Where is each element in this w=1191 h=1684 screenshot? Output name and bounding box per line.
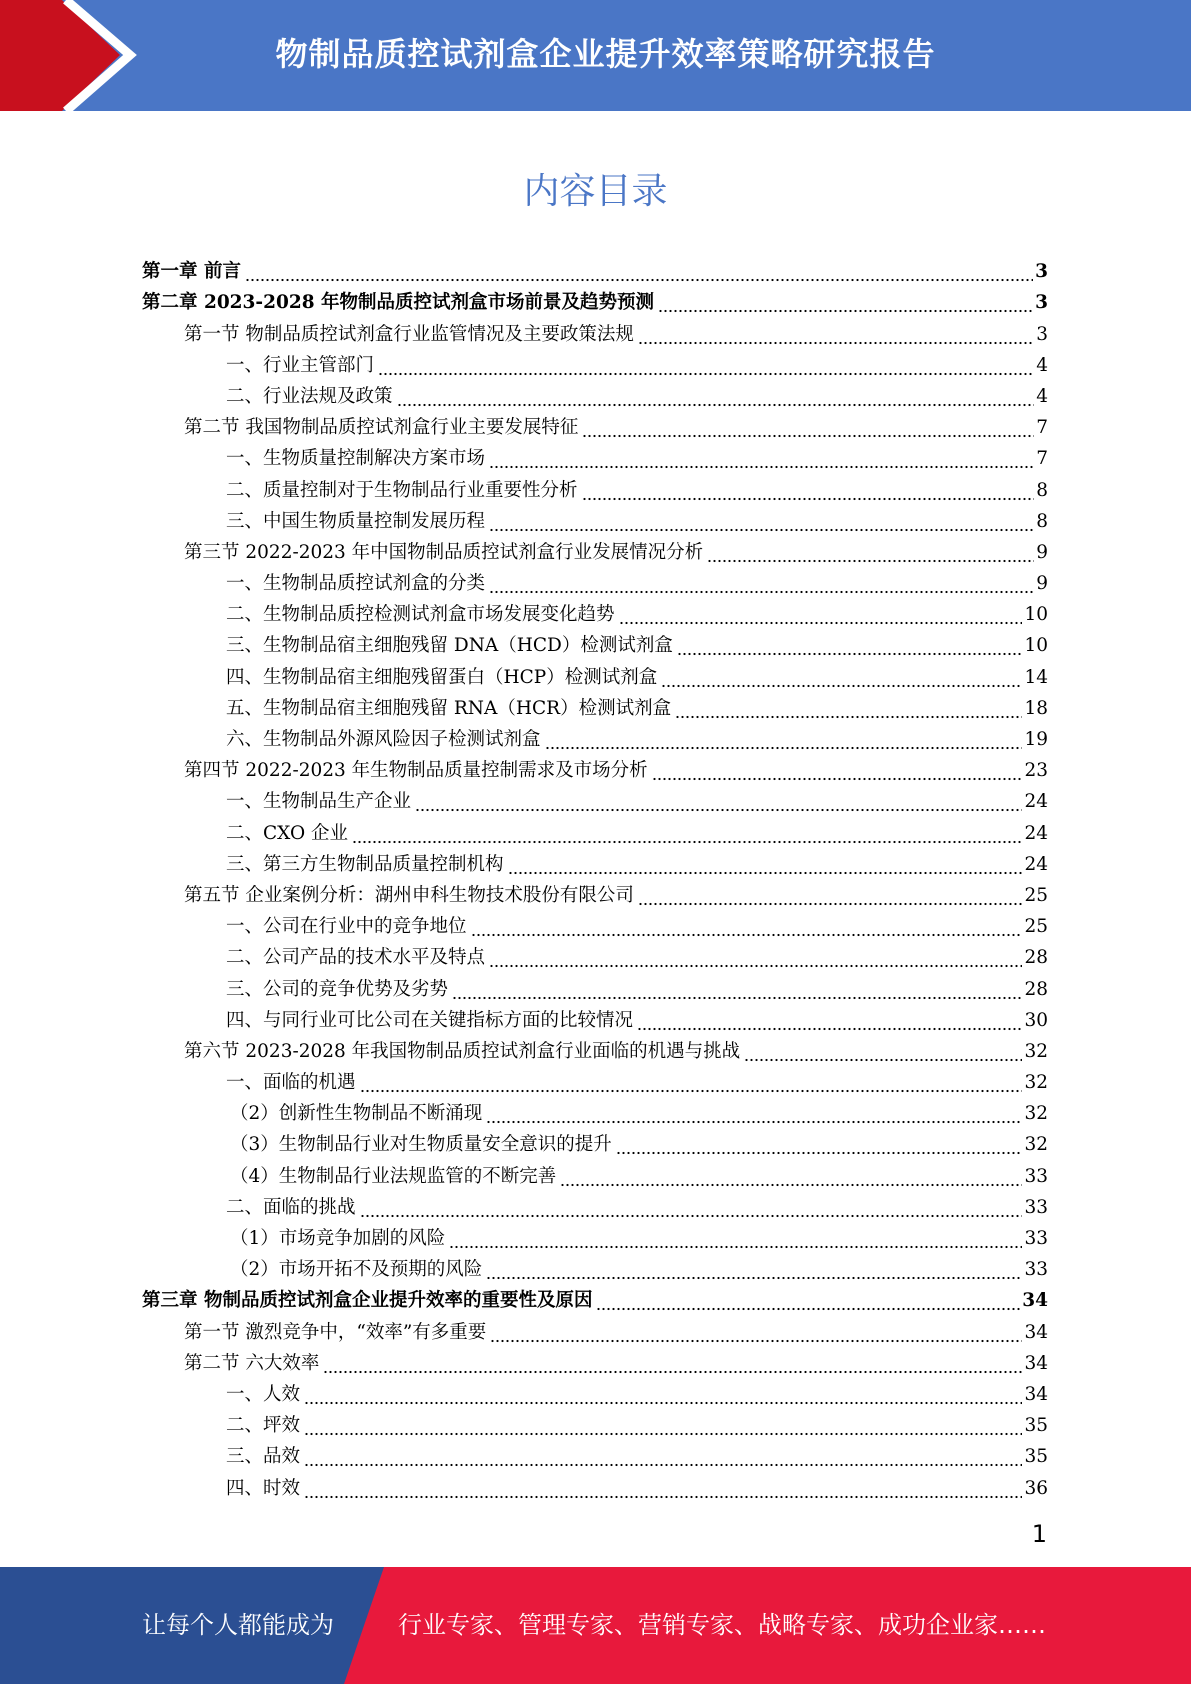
toc-leader-dots <box>471 915 1023 939</box>
toc-entry-page: 25 <box>1024 884 1048 906</box>
toc-entry[interactable] <box>142 1126 1048 1157</box>
toc-entry-page: 35 <box>1024 1415 1048 1437</box>
toc-leader-dots <box>323 1352 1022 1376</box>
toc-entry-page: 19 <box>1024 729 1048 750</box>
toc-entry[interactable] <box>142 1220 1048 1251</box>
toc-entry-page: 28 <box>1024 947 1048 969</box>
toc-entry-title: 二、生物制品质控检测试剂盒市场发展变化趋势 <box>226 604 615 626</box>
toc-entry-page: 10 <box>1024 604 1048 626</box>
toc-leader-dots <box>304 1414 1022 1438</box>
toc-entry[interactable] <box>142 1251 1048 1282</box>
table-of-contents <box>142 253 1048 1501</box>
toc-entry-page: 23 <box>1024 760 1048 782</box>
toc-leader-dots <box>619 603 1023 627</box>
report-title: 物制品质控试剂盒企业提升效率策略研究报告 <box>275 35 936 73</box>
toc-entry[interactable] <box>142 503 1048 534</box>
toc-leader-dots <box>582 479 1035 503</box>
toc-entry[interactable] <box>142 721 1048 752</box>
toc-entry-title: 二、坪效 <box>226 1415 301 1437</box>
toc-entry-page: 18 <box>1024 697 1048 719</box>
toc-leader-dots <box>744 1040 1022 1064</box>
toc-leader-dots <box>560 1165 1022 1189</box>
toc-leader-dots <box>638 323 1034 347</box>
toc-leader-dots <box>397 385 1035 409</box>
toc-entry-title: 一、生物制品生产企业 <box>226 791 412 813</box>
toc-entry-title: 一、生物质量控制解决方案市场 <box>226 448 486 470</box>
toc-entry[interactable] <box>142 1345 1048 1376</box>
footer-banner <box>0 1567 1191 1684</box>
toc-entry-page: 28 <box>1024 978 1048 1000</box>
toc-entry-page: 4 <box>1036 385 1048 407</box>
toc-leader-dots <box>378 354 1034 378</box>
toc-entry-title: 一、面临的机遇 <box>226 1072 356 1094</box>
footer-slogan-left: 让每个人都能成为 <box>142 1611 334 1639</box>
toc-leader-dots <box>245 260 1033 284</box>
toc-entry[interactable] <box>142 534 1048 565</box>
toc-entry-page: 34 <box>1024 1352 1048 1374</box>
toc-entry[interactable] <box>142 1376 1048 1407</box>
toc-entry[interactable] <box>142 1002 1048 1033</box>
toc-leader-dots <box>616 1133 1023 1157</box>
toc-entry-title: 三、品效 <box>226 1446 301 1468</box>
toc-entry[interactable] <box>142 846 1048 877</box>
toc-entry[interactable] <box>142 1064 1048 1095</box>
toc-entry-title: 第二节 六大效率 <box>184 1352 320 1374</box>
toc-leader-dots <box>352 822 1022 846</box>
toc-entry[interactable] <box>142 440 1048 471</box>
toc-entry[interactable] <box>142 378 1048 409</box>
toc-leader-dots <box>452 978 1022 1002</box>
toc-entry-title: 五、生物制品宿主细胞残留 RNA（HCR）检测试剂盒 <box>226 697 672 719</box>
toc-entry[interactable] <box>142 409 1048 440</box>
toc-entry-page: 3 <box>1035 261 1048 283</box>
toc-entry[interactable] <box>142 284 1048 315</box>
toc-entry-page: 32 <box>1024 1134 1048 1156</box>
toc-leader-dots <box>415 790 1022 814</box>
toc-leader-dots <box>638 884 1023 908</box>
header-banner <box>0 0 1191 111</box>
toc-entry-title: 第六节 2023-2028 年我国物制品质控试剂盒行业面临的机遇与挑战 <box>184 1040 741 1062</box>
toc-entry-title: （3）生物制品行业对生物质量安全意识的提升 <box>230 1134 612 1156</box>
toc-leader-dots <box>486 1258 1022 1282</box>
toc-entry-title: 第四节 2022-2023 年生物制品质量控制需求及市场分析 <box>184 760 648 782</box>
toc-entry-title: 四、时效 <box>226 1477 301 1499</box>
toc-leader-dots <box>675 697 1022 721</box>
toc-entry-page: 10 <box>1024 635 1048 657</box>
toc-leader-dots <box>489 946 1022 970</box>
toc-entry-title: 第五节 企业案例分析：湖州申科生物技术股份有限公司 <box>184 884 634 906</box>
toc-leader-dots <box>652 759 1023 783</box>
toc-leader-dots <box>489 572 1034 596</box>
toc-entry-title: 四、生物制品宿主细胞残留蛋白（HCP）检测试剂盒 <box>226 666 658 688</box>
toc-leader-dots <box>486 1102 1022 1126</box>
toc-entry-page: 33 <box>1024 1196 1048 1218</box>
toc-entry-title: 一、生物制品质控试剂盒的分类 <box>226 573 486 595</box>
toc-entry-page: 24 <box>1024 822 1048 844</box>
toc-entry-page: 32 <box>1024 1072 1048 1094</box>
toc-leader-dots <box>582 416 1034 440</box>
toc-entry[interactable] <box>142 1033 1048 1064</box>
toc-entry-page: 9 <box>1036 573 1048 595</box>
toc-leader-dots <box>508 853 1023 877</box>
toc-entry-title: 第一章 前言 <box>142 261 241 283</box>
toc-entry-page: 36 <box>1024 1477 1048 1499</box>
toc-entry[interactable] <box>142 1157 1048 1188</box>
toc-entry[interactable] <box>142 565 1048 596</box>
toc-entry-title: 第一节 激烈竞争中，“效率”有多重要 <box>184 1321 487 1343</box>
toc-leader-dots <box>658 291 1033 315</box>
toc-entry[interactable] <box>142 1313 1048 1344</box>
toc-leader-dots <box>707 541 1034 565</box>
toc-entry-title: 一、人效 <box>226 1383 301 1405</box>
toc-entry-title: 四、与同行业可比公司在关键指标方面的比较情况 <box>226 1009 634 1031</box>
toc-entry-page: 33 <box>1024 1228 1048 1249</box>
toc-leader-dots <box>360 1071 1023 1095</box>
toc-entry[interactable] <box>142 690 1048 721</box>
toc-entry-page: 3 <box>1036 323 1048 345</box>
toc-entry-title: 三、生物制品宿主细胞残留 DNA（HCD）检测试剂盒 <box>226 635 673 657</box>
toc-entry-page: 34 <box>1024 1383 1048 1405</box>
toc-entry-page: 7 <box>1036 448 1048 470</box>
toc-entry-title: 六、生物制品外源风险因子检测试剂盒 <box>226 729 541 750</box>
toc-entry[interactable] <box>142 939 1048 970</box>
toc-entry-page: 32 <box>1024 1040 1048 1062</box>
toc-entry-page: 9 <box>1036 541 1048 563</box>
toc-entry[interactable] <box>142 596 1048 627</box>
toc-entry-page: 4 <box>1036 354 1048 376</box>
toc-entry-title: 二、面临的挑战 <box>226 1196 356 1218</box>
toc-entry-title: 三、公司的竞争优势及劣势 <box>226 978 449 1000</box>
toc-entry-title: 二、质量控制对于生物制品行业重要性分析 <box>226 479 578 501</box>
toc-leader-dots <box>360 1196 1023 1220</box>
toc-entry[interactable] <box>142 315 1048 346</box>
toc-leader-dots <box>304 1383 1022 1407</box>
toc-entry-page: 8 <box>1036 479 1048 501</box>
toc-leader-dots <box>489 447 1034 471</box>
toc-entry-page: 3 <box>1035 292 1048 314</box>
toc-entry[interactable] <box>142 970 1048 1001</box>
toc-entry-title: 二、行业法规及政策 <box>226 385 393 407</box>
toc-entry-page: 34 <box>1024 1321 1048 1343</box>
toc-entry-title: 三、中国生物质量控制发展历程 <box>226 510 486 532</box>
toc-leader-dots <box>596 1289 1020 1313</box>
toc-entry-page: 14 <box>1024 666 1048 688</box>
toc-entry-title: 第二节 我国物制品质控试剂盒行业主要发展特征 <box>184 417 579 439</box>
toc-entry-title: 第三章 物制品质控试剂盒企业提升效率的重要性及原因 <box>142 1290 593 1312</box>
page-number: 1 <box>1031 1520 1047 1548</box>
toc-leader-dots <box>449 1227 1022 1251</box>
toc-leader-dots <box>661 666 1022 690</box>
toc-entry-page: 8 <box>1036 510 1048 532</box>
toc-leader-dots <box>304 1477 1022 1501</box>
toc-entry-page: 35 <box>1024 1446 1048 1468</box>
toc-entry-title: （2）创新性生物制品不断涌现 <box>230 1103 483 1125</box>
toc-entry-title: （2）市场开拓不及预期的风险 <box>230 1259 483 1281</box>
toc-entry[interactable] <box>142 908 1048 939</box>
toc-entry-title: （4）生物制品行业法规监管的不断完善 <box>230 1165 557 1187</box>
toc-entry[interactable] <box>142 253 1048 284</box>
toc-heading: 内容目录 <box>523 171 668 212</box>
toc-entry-title: 三、第三方生物制品质量控制机构 <box>226 853 504 875</box>
toc-entry-page: 30 <box>1024 1009 1048 1031</box>
toc-entry-page: 25 <box>1024 916 1048 938</box>
toc-entry-title: 一、行业主管部门 <box>226 354 375 376</box>
toc-entry[interactable] <box>142 1438 1048 1469</box>
toc-entry[interactable] <box>142 783 1048 814</box>
toc-entry-page: 24 <box>1024 853 1048 875</box>
toc-entry-title: 第二章 2023-2028 年物制品质控试剂盒市场前景及趋势预测 <box>142 292 655 314</box>
toc-entry-page: 24 <box>1024 791 1048 813</box>
toc-leader-dots <box>304 1445 1022 1469</box>
toc-entry[interactable] <box>142 347 1048 378</box>
arrow-decoration-icon <box>0 0 160 111</box>
toc-leader-dots <box>489 510 1034 534</box>
toc-entry-title: 第一节 物制品质控试剂盒行业监管情况及主要政策法规 <box>184 323 634 345</box>
toc-entry-page: 32 <box>1024 1103 1048 1125</box>
toc-entry[interactable] <box>142 627 1048 658</box>
toc-entry-title: 二、公司产品的技术水平及特点 <box>226 947 486 969</box>
toc-leader-dots <box>490 1321 1022 1345</box>
toc-entry-page: 7 <box>1036 417 1048 439</box>
toc-entry-page: 34 <box>1022 1290 1048 1312</box>
toc-entry-page: 33 <box>1024 1259 1048 1281</box>
toc-leader-dots <box>637 1009 1022 1033</box>
footer-slogan-right: 行业专家、管理专家、营销专家、战略专家、成功企业家…… <box>398 1611 1046 1639</box>
toc-entry-title: 二、CXO 企业 <box>226 822 349 844</box>
toc-entry[interactable] <box>142 877 1048 908</box>
toc-leader-dots <box>545 728 1023 752</box>
toc-entry[interactable] <box>142 658 1048 689</box>
toc-entry[interactable] <box>142 1095 1048 1126</box>
toc-entry-title: 第三节 2022-2023 年中国物制品质控试剂盒行业发展情况分析 <box>184 541 704 563</box>
toc-entry[interactable] <box>142 1407 1048 1438</box>
toc-entry-page: 33 <box>1024 1165 1048 1187</box>
toc-entry[interactable] <box>142 1469 1048 1500</box>
toc-entry[interactable] <box>142 814 1048 845</box>
toc-entry-title: 一、公司在行业中的竞争地位 <box>226 916 467 938</box>
toc-entry[interactable] <box>142 1282 1048 1313</box>
toc-entry-title: （1）市场竞争加剧的风险 <box>230 1228 446 1249</box>
toc-entry[interactable] <box>142 752 1048 783</box>
toc-leader-dots <box>677 634 1023 658</box>
toc-entry[interactable] <box>142 1189 1048 1220</box>
toc-entry[interactable] <box>142 471 1048 502</box>
